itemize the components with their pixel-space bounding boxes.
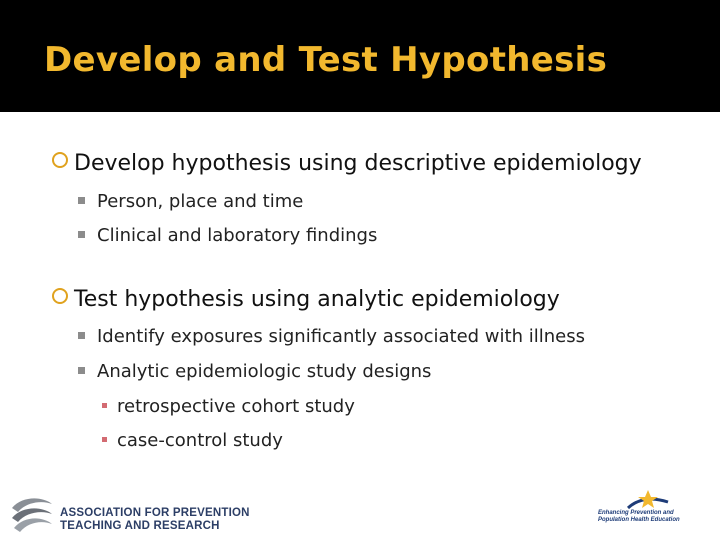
square-bullet-icon [78, 231, 85, 238]
org-name: ASSOCIATION FOR PREVENTION TEACHING AND RESEARCH [60, 507, 250, 532]
subbullet-person-place-time: Person, place and time [78, 191, 303, 212]
square-bullet-icon [78, 197, 85, 204]
slide-title: Develop and Test Hypothesis [44, 40, 608, 80]
bullet-test-hypothesis: Test hypothesis using analytic epidemiology [52, 287, 560, 312]
subsubbullet-case-control: case-control study [102, 430, 283, 451]
ring-bullet-icon [52, 288, 68, 304]
subsubbullet-retrospective-cohort: retrospective cohort study [102, 396, 355, 417]
prevention-education-caption: Enhancing Prevention and Population Health Education [598, 510, 680, 523]
square-bullet-icon [78, 332, 85, 339]
small-square-bullet-icon [102, 437, 107, 442]
bullet-develop-hypothesis: Develop hypothesis using descriptive epidemiology [52, 151, 642, 176]
subbullet-clinical-lab: Clinical and laboratory findings [78, 225, 377, 246]
subbullet-identify-exposures: Identify exposures significantly associated with illness [78, 326, 585, 347]
aptr-swirl-logo-icon [10, 494, 54, 534]
ring-bullet-icon [52, 152, 68, 168]
subbullet-study-designs: Analytic epidemiologic study designs [78, 361, 431, 382]
small-square-bullet-icon [102, 403, 107, 408]
square-bullet-icon [78, 367, 85, 374]
title-bar [0, 0, 720, 112]
